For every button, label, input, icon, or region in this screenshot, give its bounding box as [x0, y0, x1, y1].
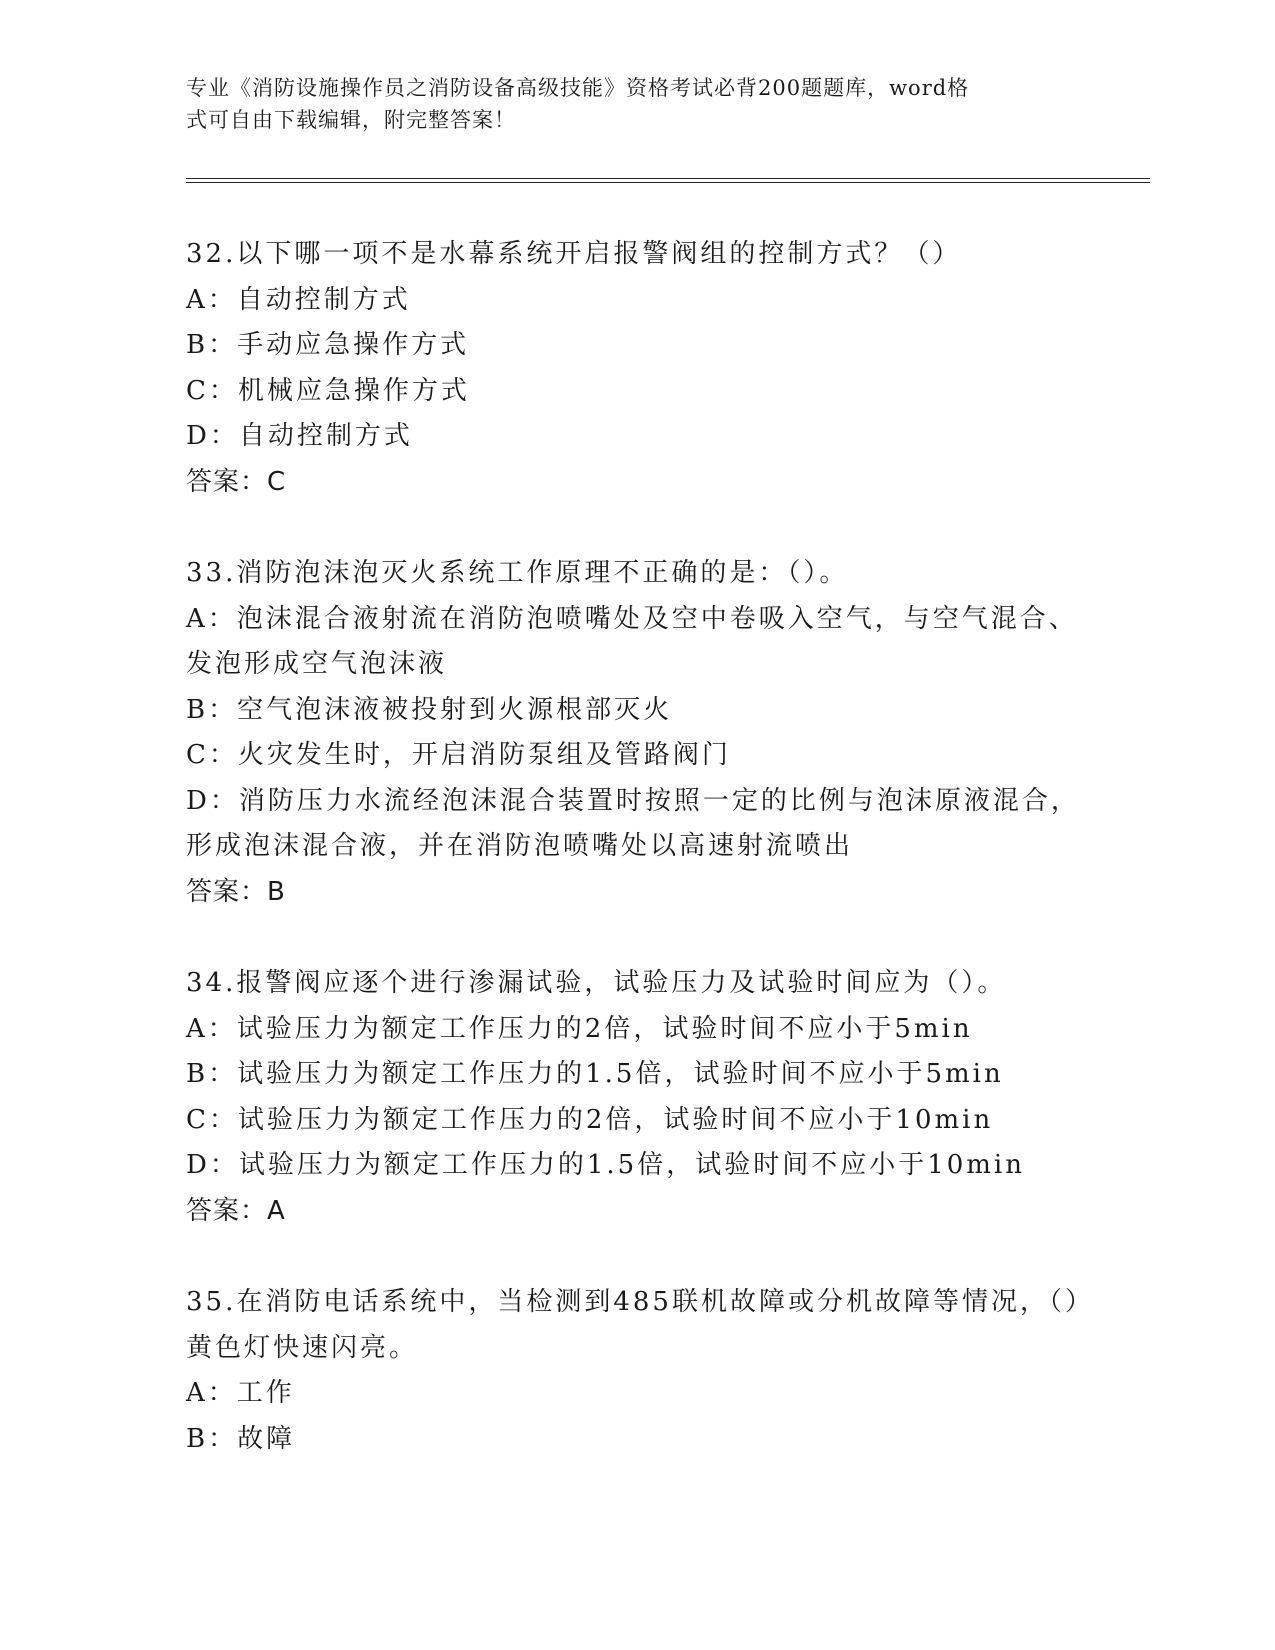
option-c: C：火灾发生时，开启消防泵组及管路阀门	[186, 740, 731, 770]
option-c: C：试验压力为额定工作压力的2倍，试验时间不应小于10min	[186, 1104, 994, 1135]
option-a: A：泡沫混合液射流在消防泡喷嘴处及空中卷吸入空气，与空气混合、发泡形成空气泡沫液	[186, 603, 1078, 679]
header-line-2: 式可自由下载编辑，附完整答案！	[186, 108, 516, 132]
option-b: B：试验压力为额定工作压力的1.5倍，试验时间不应小于5min	[186, 1059, 1004, 1089]
question-stem: 35.在消防电话系统中，当检测到485联机故障或分机故障等情况，（）黄色灯快速闪亮。	[186, 1287, 1081, 1363]
option-d: D：自动控制方式	[186, 421, 413, 451]
option-c: C：机械应急操作方式	[186, 375, 470, 406]
header-line-1: 专业《消防设施操作员之消防设备高级技能》资格考试必背200题题库，word格	[186, 76, 970, 100]
question-list	[186, 232, 1086, 1508]
question-stem: 33.消防泡沫泡灭火系统工作原理不正确的是：（）。	[186, 558, 849, 588]
question-stem: 34.报警阀应逐个进行渗漏试验，试验压力及试验时间应为（）。	[186, 968, 1007, 998]
question-33	[186, 551, 1086, 915]
header-rule-bottom	[186, 182, 1150, 183]
option-b: B：手动应急操作方式	[186, 330, 470, 360]
document-header	[186, 72, 1066, 136]
option-b: B：故障	[186, 1423, 296, 1454]
answer-label: 答案：B	[186, 876, 286, 907]
question-34	[186, 961, 1086, 1234]
question-32	[186, 232, 1086, 505]
option-a: A：自动控制方式	[186, 284, 411, 315]
option-a: A：试验压力为额定工作压力的2倍，试验时间不应小于5min	[186, 1013, 973, 1044]
option-d: D：消防压力水流经泡沫混合装置时按照一定的比例与泡沫原液混合，形成泡沫混合液，并在消防泡喷嘴处以高速射流喷出	[186, 785, 1080, 861]
header-rule-top	[186, 178, 1150, 179]
option-a: A：工作	[186, 1378, 295, 1408]
question-35	[186, 1280, 1086, 1462]
answer-label: 答案：A	[186, 1195, 286, 1226]
option-b: B：空气泡沫液被投射到火源根部灭火	[186, 694, 673, 725]
answer-label: 答案：C	[186, 466, 287, 497]
option-d: D：试验压力为额定工作压力的1.5倍，试验时间不应小于10min	[186, 1150, 1025, 1180]
question-stem: 32.以下哪一项不是水幕系统开启报警阀组的控制方式？（）	[186, 239, 962, 269]
